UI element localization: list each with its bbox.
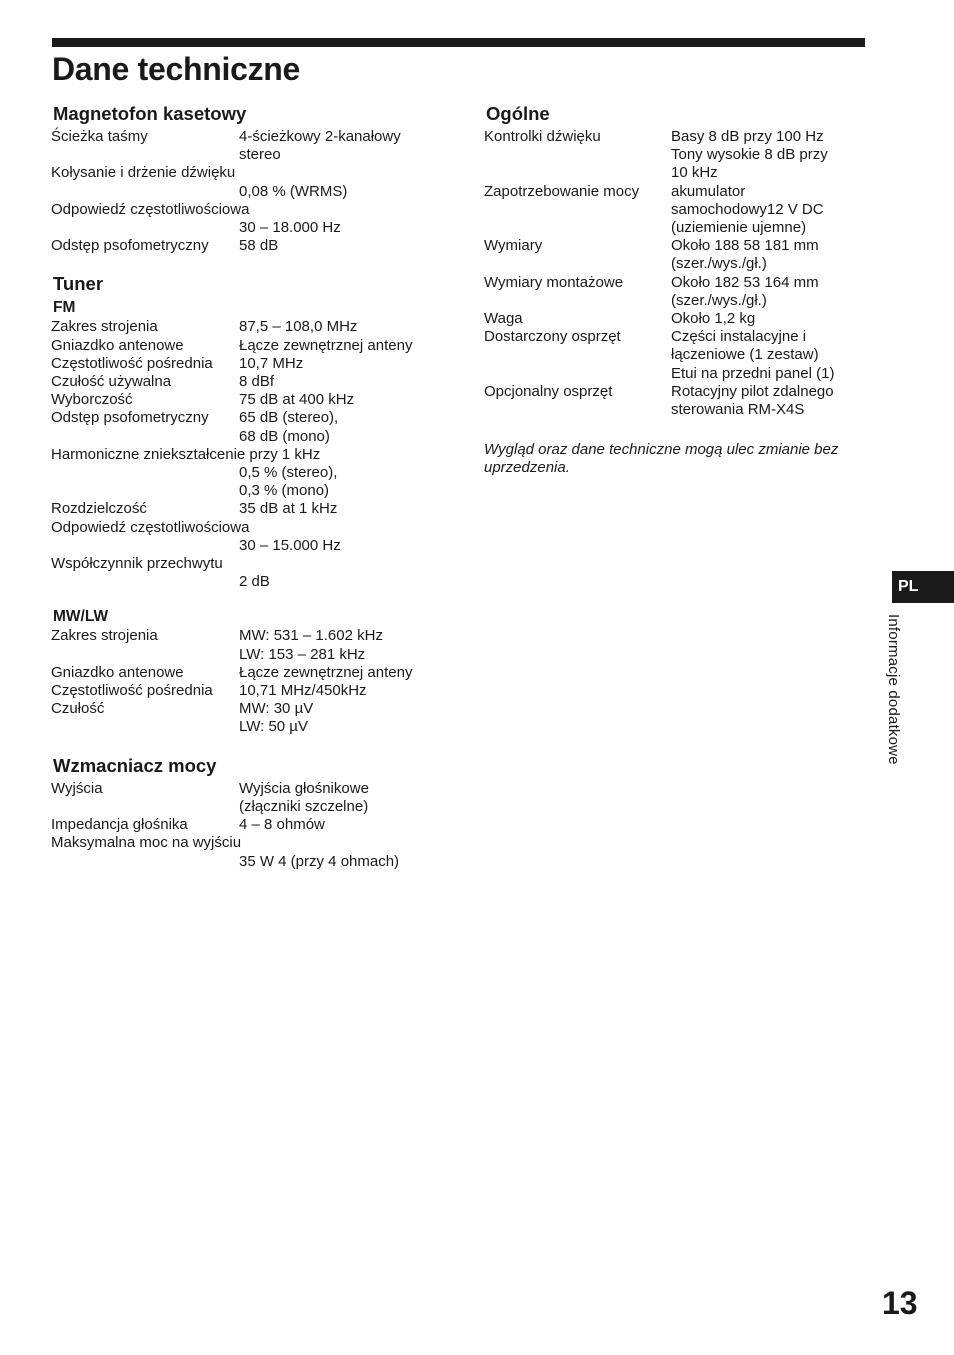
side-section-label: Informacje dodatkowe — [885, 614, 902, 765]
spec-row — [51, 219, 451, 237]
spec-label: Impedancja głośnika — [51, 816, 188, 834]
spec-value: (złączniki szczelne) — [239, 797, 369, 815]
spec-row — [51, 816, 451, 834]
disclaimer-note: Wygląd oraz dane techniczne mogą ulec zmianie bez uprzedzenia. — [484, 441, 839, 477]
spec-label: Zapotrzebowanie mocy — [484, 182, 640, 200]
spec-row — [484, 183, 874, 201]
spec-value: 0,5 % (stereo), — [239, 464, 338, 482]
spec-row — [484, 328, 874, 346]
spec-row — [484, 401, 874, 419]
spec-row — [484, 128, 874, 146]
spec-label: Czułość — [51, 700, 105, 718]
spec-row — [51, 780, 451, 798]
spec-label: Gniazdko antenowe — [51, 336, 184, 354]
spec-value: 68 dB (mono) — [239, 427, 330, 445]
spec-label: Wymiary — [484, 237, 543, 255]
spec-row — [51, 409, 451, 427]
spec-row — [51, 337, 451, 355]
spec-value: (uziemienie ujemne) — [671, 219, 807, 237]
spec-label: Odstęp psofometryczny — [51, 409, 209, 427]
spec-row — [51, 318, 451, 336]
left-column — [51, 101, 451, 871]
spec-row — [51, 482, 451, 500]
spec-value: LW: 50 µV — [239, 718, 308, 736]
spec-value: LW: 153 – 281 kHz — [239, 645, 366, 663]
spec-row — [484, 237, 874, 255]
section-heading-general: Ogólne — [486, 103, 550, 124]
spec-row — [51, 464, 451, 482]
spec-row — [51, 373, 451, 391]
spec-value: Części instalacyjne i — [671, 328, 807, 346]
section-heading-amplifier: Wzmacniacz mocy — [53, 754, 217, 776]
spec-row — [51, 391, 451, 409]
spec-row — [484, 219, 874, 237]
spec-value: akumulator — [671, 182, 746, 200]
spec-value: (szer./wys./gł.) — [671, 291, 767, 309]
subheading-mwlw: MW/LW — [53, 608, 109, 626]
spec-label: Wyborczość — [51, 391, 133, 409]
spec-value: 8 dBf — [239, 373, 275, 391]
language-tab: PL — [892, 571, 954, 603]
spec-row — [484, 164, 874, 182]
spec-row — [51, 146, 451, 164]
spec-value: Etui na przedni panel (1) — [671, 364, 835, 382]
spec-row — [51, 627, 451, 645]
spec-row — [51, 537, 451, 555]
spec-row — [484, 365, 874, 383]
spec-value: 0,3 % (mono) — [239, 482, 330, 500]
fm-spec-list — [51, 318, 451, 591]
spec-value: (szer./wys./gł.) — [671, 255, 767, 273]
spec-row — [51, 853, 451, 871]
spec-value: Około 188 58 181 mm — [671, 237, 819, 255]
spec-value: Łącze zewnętrznej anteny — [239, 336, 413, 354]
amplifier-spec-list — [51, 780, 451, 871]
spec-row — [484, 383, 874, 401]
spec-label: Czułość używalna — [51, 373, 172, 391]
spec-value: 4 – 8 ohmów — [239, 816, 325, 834]
spec-row — [51, 718, 451, 736]
page-title: Dane techniczne — [52, 51, 301, 87]
spec-row — [484, 255, 874, 273]
spec-value: 58 dB — [239, 237, 279, 255]
spec-value: 87,5 – 108,0 MHz — [239, 318, 358, 336]
tape-spec-list — [51, 128, 451, 255]
spec-label: Częstotliwość pośrednia — [51, 682, 213, 700]
spec-label: Kołysanie i drżenie dźwięku — [51, 164, 236, 182]
spec-value: 4-ścieżkowy 2-kanałowy — [239, 128, 401, 145]
spec-value: 10,71 MHz/450kHz — [239, 682, 367, 700]
spec-label: Dostarczony osprzęt — [484, 328, 621, 346]
spec-value: samochodowy12 V DC — [671, 200, 824, 218]
spec-value: Łącze zewnętrznej anteny — [239, 663, 413, 681]
spec-row — [484, 146, 874, 164]
spec-label: Maksymalna moc na wyjściu — [51, 834, 242, 852]
spec-value: 0,08 % (WRMS) — [239, 182, 348, 200]
spec-value: Rotacyjny pilot zdalnego — [671, 382, 834, 400]
section-heading-tape: Magnetofon kasetowy — [53, 103, 247, 124]
spec-value: 35 W 4 (przy 4 ohmach) — [239, 852, 400, 870]
spec-value: Basy 8 dB przy 100 Hz — [671, 128, 824, 145]
spec-row — [51, 355, 451, 373]
title-rule — [52, 38, 865, 47]
spec-value: Około 182 53 164 mm — [671, 273, 819, 291]
spec-value: 30 – 18.000 Hz — [239, 219, 341, 237]
spec-label: Odpowiedź częstotliwościowa — [51, 518, 250, 536]
spec-row — [51, 428, 451, 446]
spec-value: 35 dB at 1 kHz — [239, 500, 338, 518]
spec-row — [484, 201, 874, 219]
spec-value: 10,7 MHz — [239, 354, 304, 372]
spec-value: stereo — [239, 146, 281, 164]
spec-label: Odstęp psofometryczny — [51, 237, 209, 255]
spec-value: MW: 30 µV — [239, 700, 314, 718]
page-number: 13 — [882, 1285, 918, 1321]
spec-row — [51, 573, 451, 591]
spec-value: MW: 531 – 1.602 kHz — [239, 627, 383, 645]
spec-label: Częstotliwość pośrednia — [51, 354, 213, 372]
spec-value: 10 kHz — [671, 164, 718, 182]
spec-label: Wyjścia — [51, 779, 103, 797]
spec-value: sterowania RM-X4S — [671, 401, 805, 419]
spec-label: Wymiary montażowe — [484, 273, 624, 291]
spec-value: 2 dB — [239, 573, 270, 591]
spec-row — [51, 128, 451, 146]
spec-value: 30 – 15.000 Hz — [239, 536, 341, 554]
spec-row — [484, 292, 874, 310]
spec-row — [51, 500, 451, 518]
section-heading-tuner: Tuner — [53, 273, 104, 295]
subheading-fm: FM — [53, 299, 76, 317]
spec-row — [51, 700, 451, 718]
spec-label: Ścieżka taśmy — [51, 128, 148, 145]
spec-value: 75 dB at 400 kHz — [239, 391, 355, 409]
general-spec-list — [484, 128, 874, 419]
spec-label: Kontrolki dźwięku — [484, 128, 601, 145]
spec-label: Waga — [484, 310, 523, 328]
spec-label: Rozdzielczość — [51, 500, 147, 518]
spec-value: łączeniowe (1 zestaw) — [671, 346, 819, 364]
spec-row — [51, 798, 451, 816]
spec-value: Wyjścia głośnikowe — [239, 779, 369, 797]
spec-label: Współczynnik przechwytu — [51, 555, 223, 573]
spec-label: Opcjonalny osprzęt — [484, 382, 613, 400]
spec-label: Zakres strojenia — [51, 318, 158, 336]
spec-label: Harmoniczne zniekształcenie przy 1 kHz — [51, 445, 321, 463]
spec-row — [484, 274, 874, 292]
spec-label: Odpowiedź częstotliwościowa — [51, 200, 250, 218]
spec-row — [51, 682, 451, 700]
spec-row — [51, 664, 451, 682]
spec-row — [484, 346, 874, 364]
spec-row — [51, 646, 451, 664]
spec-row — [51, 237, 451, 255]
spec-value: Około 1,2 kg — [671, 310, 756, 328]
spec-value: 65 dB (stereo), — [239, 409, 339, 427]
spec-label: Zakres strojenia — [51, 627, 158, 645]
spec-value: Tony wysokie 8 dB przy — [671, 146, 828, 164]
right-column — [484, 101, 874, 478]
spec-row — [484, 310, 874, 328]
spec-row — [51, 183, 451, 201]
spec-label: Gniazdko antenowe — [51, 663, 184, 681]
mwlw-spec-list — [51, 627, 451, 736]
